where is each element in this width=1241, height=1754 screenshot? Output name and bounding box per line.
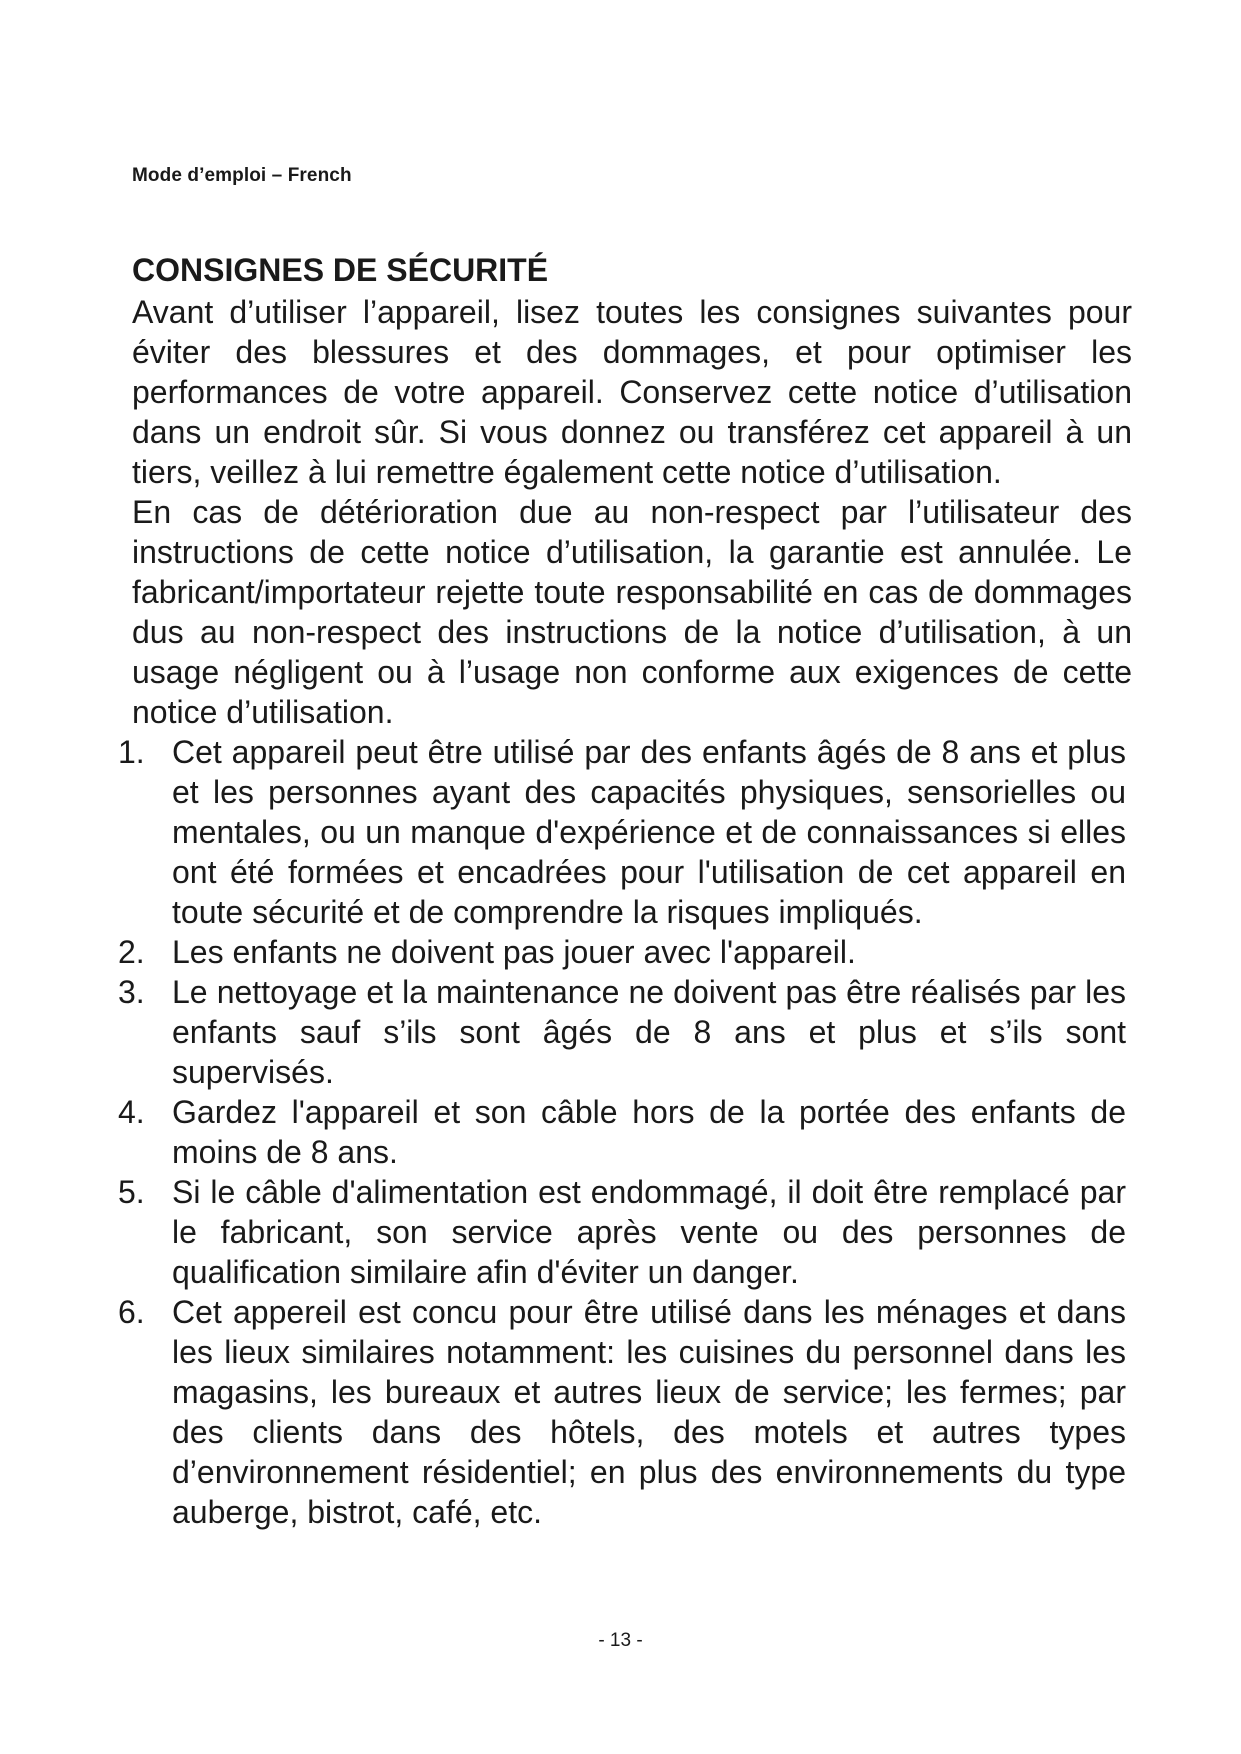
page-number: - 13 -: [598, 1630, 643, 1651]
list-item-text: Le nettoyage et la maintenance ne doivent pas être réalisés par les enfants sauf s’ils sont âgés de 8 ans et plus et s’ils sont supervisés.: [172, 974, 1126, 1090]
list-item: [118, 1292, 1132, 1532]
running-header: Mode d’emploi – French: [132, 165, 352, 186]
list-item: [118, 1172, 1132, 1292]
list-item-number: 1.: [118, 734, 145, 770]
list-item: [118, 932, 1132, 972]
list-item-text: Les enfants ne doivent pas jouer avec l'appareil.: [172, 934, 856, 970]
section-title: CONSIGNES DE SÉCURITÉ: [132, 252, 549, 288]
intro-paragraph-1: Avant d’utiliser l’appareil, lisez toutes les consignes suivantes pour éviter des blessures et des dommages, et pour optimiser les performances de votre appareil. Conservez cette notice d’utilisation dans un endroit sûr. Si vous donnez ou transférez cet appareil à un tiers, veillez à lui remettre également cette notice d’utilisation.: [132, 294, 1132, 490]
safety-section: [118, 248, 1132, 1532]
list-item-number: 6.: [118, 1294, 145, 1330]
list-item: [118, 972, 1132, 1092]
intro-paragraph-2: En cas de détérioration due au non-respect par l’utilisateur des instructions de cette notice d’utilisation, la garantie est annulée. Le fabricant/importateur rejette toute responsabilité en cas de dommages dus au non-respect des instructions de la notice d’utilisation, à un usage négligent ou à l’usage non conforme aux exigences de cette notice d’utilisation.: [132, 494, 1132, 730]
list-item-text: Cet appareil peut être utilisé par des enfants âgés de 8 ans et plus et les personnes ayant des capacités physiques, sensorielles ou mentales, ou un manque d'expérience et de connaissances si elles ont été formées et encadrées pour l'utilisation de cet appareil en toute sécurité et de comprendre la risques impliqués.: [172, 734, 1126, 930]
list-item-text: Si le câble d'alimentation est endommagé, il doit être remplacé par le fabricant, son service après vente ou des personnes de qualification similaire afin d'éviter un danger.: [172, 1174, 1126, 1290]
list-item-number: 2.: [118, 934, 145, 970]
list-item: [118, 732, 1132, 932]
list-item-text: Gardez l'appareil et son câble hors de la portée des enfants de moins de 8 ans.: [172, 1094, 1126, 1170]
safety-list: [118, 732, 1132, 1532]
list-item-text: Cet appereil est concu pour être utilisé dans les ménages et dans les lieux similaires notamment: les cuisines du personnel dans les magasins, les bureaux et autres lieux de service; les fermes; par des clients dans des hôtels, des motels et autres types d’environnement résidentiel; en plus des environnements du type auberge, bistrot, café, etc.: [172, 1294, 1126, 1530]
list-item: [118, 1092, 1132, 1172]
list-item-number: 4.: [118, 1094, 145, 1130]
list-item-number: 3.: [118, 974, 145, 1010]
list-item-number: 5.: [118, 1174, 145, 1210]
